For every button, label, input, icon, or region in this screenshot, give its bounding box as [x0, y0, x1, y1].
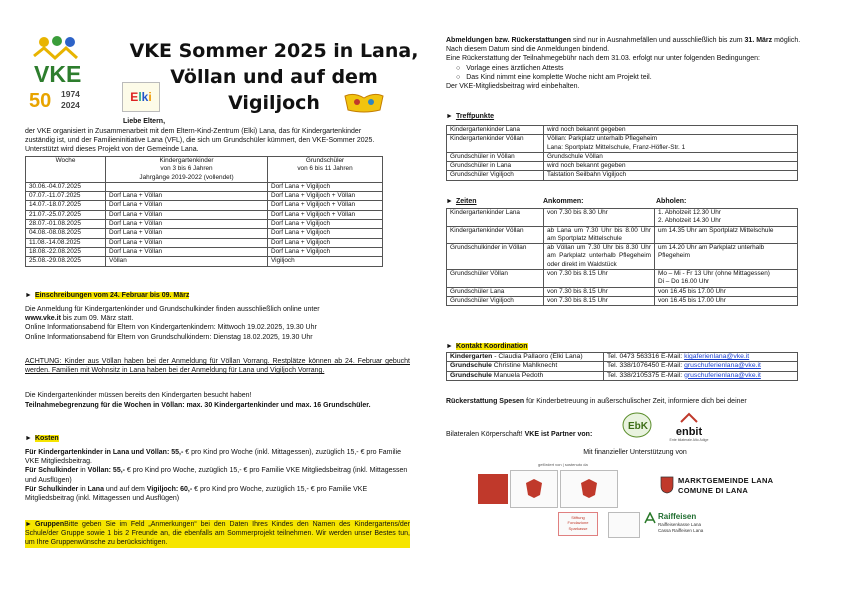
contact-info-cell [604, 362, 798, 371]
contact-name: Christine Mahlknecht [491, 362, 558, 370]
raiffeisen-icon [644, 512, 656, 524]
support-text: Mit finanzieller Unterstützung von [583, 449, 687, 456]
einschreibung-text: Die Anmeldung für Kindergartenkinder und Grundschulkinder finden ausschließlich online unter www.vke.it bis zum 09. März statt. Online Informationsabend für Eltern von Kindergartenkindern: Mittwoch 19.02.2025, 19.30 Uhr Online Informationsabend für Eltern von Grundschulkindern: Dienstag 18.02.2025, 19.30 Uhr [25, 306, 320, 341]
intro-text: der VKE organisiert in Zusammenarbeit mit dem Eltern-Kind-Zentrum (Elki) Lana, das für Kindergartenkinder zuständig ist, und der Familieninitiative Lana (VFL), die sich um Grundschüler kümmert, den VKE-Sommer 2025. Unterstützt wird dieses Projekt von der Gemeinde Lana. [25, 128, 375, 154]
week-cell: 07.07.-11.07.2025 [26, 192, 106, 201]
site-link: www.vke.it [25, 315, 61, 323]
arrive-cell: von 7.30 bis 8.15 Uhr [544, 287, 655, 296]
vfl-logo [342, 90, 386, 114]
group-cell: Grundschüler Vigiljoch [447, 171, 544, 180]
location-line: Talstation Seilbahn Vigiljoch [547, 171, 627, 179]
grundschule-cell: Dorf Lana + Vigiljoch [268, 238, 383, 247]
group-cell: Kindergartenkinder Lana [447, 126, 544, 135]
treffpunkte-table [446, 125, 798, 181]
table-row [447, 209, 798, 227]
kindergarten-cell: Dorf Lana + Völlan [106, 192, 268, 201]
col-week: Woche [26, 157, 106, 183]
email-link[interactable]: gruschuferienlana@vke.it [684, 362, 761, 370]
location-cell [544, 135, 798, 153]
provinz-logo-1 [510, 470, 558, 508]
provinz-logo-2 [560, 470, 618, 508]
table-row [447, 171, 798, 180]
coat-of-arms-icon [660, 476, 674, 494]
location-cell [544, 162, 798, 171]
location-line: Grundschule Völlan [547, 152, 603, 160]
vke-logo-text: VKE [34, 61, 82, 87]
schedule-table [25, 156, 383, 267]
pickup-cell: 1. Abholzeit 12.30 Uhr 2. Abholzeit 14.30 Uhr [655, 209, 798, 227]
logo-year-top: 1974 [61, 89, 80, 99]
table-row [26, 247, 383, 256]
zeiten-table [446, 208, 798, 306]
greeting: Liebe Eltern, [123, 118, 166, 125]
contact-role: Kindergarten [450, 353, 493, 360]
grundschule-cell: Dorf Lana + Vigiljoch [268, 182, 383, 191]
contact-phone: Tel. 338/1076450 E-Mail: [607, 362, 685, 370]
pickup-cell: von 16.45 bis 17.00 Uhr [655, 287, 798, 296]
table-row [26, 229, 383, 238]
gefoerdert-label: gefördert von | sostenuto da [538, 462, 588, 467]
week-cell: 21.07.-25.07.2025 [26, 210, 106, 219]
location-line: Völlan: Parkplatz unterhalb Pflegeheim [547, 135, 658, 143]
limit-note: Teilnahmebegrenzung für die Wochen in Völlan: max. 30 Kindergartenkinder und max. 16 Grundschüler. [25, 402, 371, 409]
table-row [447, 152, 798, 161]
pickup-cell: um 14.35 Uhr am Sportplatz Mittelschule [655, 226, 798, 244]
location-line: wird noch bekannt gegeben [547, 126, 626, 133]
arrive-cell: von 7.30 bis 8.30 Uhr [544, 209, 655, 227]
kindergarten-cell: Dorf Lana + Völlan [106, 247, 268, 256]
table-row [447, 270, 798, 288]
table-row [447, 362, 798, 371]
logo-fifty: 50 [29, 90, 52, 112]
gruppen-text: ► GruppenBitte geben Sie im Feld „Anmerkungen“ bei den Daten Ihres Kindes den Namen des Kindergartens/der Schule/der Gruppe sowie 1 bis 2 Freunde an, die ebenfalls am Sommerprojekt teilnehmen. Wir werden unser Bestes tun, um Ihre Gruppenwünsche zu berücksichtigen. [25, 521, 410, 547]
contact-info-cell [604, 353, 798, 362]
elki-letter: E [130, 90, 139, 104]
kindergarten-cell: Dorf Lana + Völlan [106, 238, 268, 247]
contact-role: Grundschule [450, 371, 492, 379]
table-row [447, 162, 798, 171]
location-cell [544, 152, 798, 161]
email-link[interactable]: kigaferienlana@vke.it [684, 353, 750, 360]
arrive-cell: ab Lana um 7.30 Uhr bis 8.00 Uhr am Sportplatz Mittelschule [544, 226, 655, 244]
table-row [26, 257, 383, 266]
table-row [447, 135, 798, 153]
week-cell: 14.07.-18.07.2025 [26, 201, 106, 210]
kosten-heading: ► Kosten [25, 435, 59, 442]
group-cell: Grundschüler in Völlan [447, 152, 544, 161]
table-row [447, 353, 798, 362]
abmeldung-block: Abmeldungen bzw. Rückerstattungen sind nur in Ausnahmefällen und ausschließlich bis zum 31. März möglich. Nach diesem Datum sind die Anmeldungen bindend. Eine Rückerstattung der Teilnahmegebühr nach dem 31.03. erfolgt nur unter folgenden Bedingungen: ○ Vorlage eines ärztlichen Attests ○ Das Kind nimmt eine komplette Woche nicht am Projekt teil. Der VKE-Mitgliedsbeitrag wird einbehalten. [446, 37, 801, 91]
ebk-logo [622, 412, 652, 438]
location-cell [544, 171, 798, 180]
location-line: wird noch bekannt gegeben [547, 162, 626, 170]
elki-logo [122, 82, 160, 112]
grundschule-cell: Dorf Lana + Vigiljoch [268, 229, 383, 238]
table-row [447, 296, 798, 305]
col-grundschule: Grundschüler von 6 bis 11 Jahren [268, 157, 383, 183]
stiftung-logo: Stiftung Fondazione Sparkasse [558, 512, 598, 536]
arrive-cell: von 7.30 bis 8.15 Uhr [544, 296, 655, 305]
kindergarten-cell: Dorf Lana + Völlan [106, 229, 268, 238]
contact-info-cell [604, 371, 798, 380]
table-row [447, 226, 798, 244]
partner-text: Bilateralen Körperschaft! VKE ist Partner von: [446, 431, 593, 438]
group-cell: Kindergartenkinder Völlan [447, 226, 544, 244]
grundschule-cell: Dorf Lana + Vigiljoch [268, 247, 383, 256]
vke-logo [25, 34, 111, 116]
elki-letter: k [141, 90, 149, 104]
einschreibung-heading: ► Einschreibungen vom 24. Februar bis 09. März [25, 292, 190, 299]
location-cell [544, 126, 798, 135]
table-row [26, 192, 383, 201]
eagle-icon [524, 477, 544, 499]
elki-letter: i [148, 90, 152, 104]
spesen-text: Rückerstattung Spesen für Kinderbetreuung in außerschulischer Zeit, informiere dich bei deiner [446, 398, 747, 405]
zeiten-pickup-header: Abholen: [656, 198, 687, 205]
contact-person-cell [447, 362, 604, 371]
zeiten-arrive-header: Ankommen: [543, 198, 584, 205]
col-kindergarten: Kindergartenkinder von 3 bis 6 Jahren Jahrgänge 2019-2022 (vollendet) [106, 157, 268, 183]
arrive-cell: ab Völlan um 7.30 Uhr bis 8.30 Uhr am Parkplatz unterhalb Pflegeheim oder direkt im Waldstück [544, 244, 655, 270]
group-cell: Grundschüler in Lana [447, 162, 544, 171]
grundschule-cell: Dorf Lana + Vigiljoch [268, 220, 383, 229]
kindergarten-cell: Dorf Lana + Völlan [106, 210, 268, 219]
grundschule-cell: Dorf Lana + Vigiljoch + Völlan [268, 192, 383, 201]
group-cell: Grundschulkinder in Völlan [447, 244, 544, 270]
kindergarten-cell: Dorf Lana + Völlan [106, 220, 268, 229]
week-cell: 11.08.-14.08.2025 [26, 238, 106, 247]
enbit-logo: enbit Ente bilaterale Alto Adige [664, 412, 714, 443]
eagle-icon [579, 477, 599, 499]
week-cell: 18.08.-22.08.2025 [26, 247, 106, 256]
pickup-cell: Mo – Mi - Fr 13 Uhr (ohne Mittagessen) Di – Do 16.00 Uhr [655, 270, 798, 288]
email-link[interactable]: gruschuferienlana@vke.it [684, 371, 761, 379]
title-line-2: Völlan und auf dem Vigiljoch [170, 66, 378, 114]
table-row [447, 287, 798, 296]
elki-letter: l [138, 90, 142, 104]
contact-name: Manuela Pedoth [491, 371, 544, 379]
kindergarten-cell [106, 182, 268, 191]
grundschule-cell: Vigiljoch [268, 257, 383, 266]
contact-person-cell [447, 353, 604, 362]
contact-role: Grundschule [450, 362, 492, 370]
contact-name: - Claudia Pallaoro (Elki Lana) [492, 353, 583, 360]
contact-phone: Tel. 338/2105375 E-Mail: [607, 371, 685, 379]
familien-logo [478, 474, 508, 504]
week-cell: 25.08.-29.08.2025 [26, 257, 106, 266]
group-cell: Kindergartenkinder Völlan [447, 135, 544, 153]
kindergarten-cell: Völlan [106, 257, 268, 266]
group-cell: Grundschüler Lana [447, 287, 544, 296]
table-row [26, 210, 383, 219]
pickup-cell: um 14.20 Uhr am Parkplatz unterhalb Pflegeheim [655, 244, 798, 270]
group-cell: Grundschüler Völlan [447, 270, 544, 288]
arrive-cell: von 7.30 bis 8.15 Uhr [544, 270, 655, 288]
group-cell: Grundschüler Vigiljoch [447, 296, 544, 305]
pickup-cell: von 16.45 bis 17.00 Uhr [655, 296, 798, 305]
table-row [447, 126, 798, 135]
zeiten-heading: ► Zeiten Ankommen: Abholen: [446, 197, 477, 206]
grundschule-cell: Dorf Lana + Vigiljoch + Völlan [268, 210, 383, 219]
table-row [447, 244, 798, 270]
contact-person-cell [447, 371, 604, 380]
logo-year-bottom: 2024 [61, 100, 80, 110]
contact-phone: Tel. 0473 563316 E-Mail: [607, 353, 685, 360]
group-cell: Kindergartenkinder Lana [447, 209, 544, 227]
week-cell: 30.06.-04.07.2025 [26, 182, 106, 191]
title-line-1: VKE Sommer 2025 in Lana, [129, 40, 419, 62]
kontakt-heading: ► Kontakt Koordination [446, 343, 528, 350]
achtung-text: ACHTUNG: Kinder aus Völlan haben bei der Anmeldung für Völlan Vorrang. Restplätze können ab 24. Februar gebucht werden. Familien mit Wohnsitz in Lana haben bei der Anmeldung für Lana und Vigiljoch Vorrang. [25, 358, 410, 375]
kontakt-table [446, 352, 798, 381]
table-row [26, 182, 383, 191]
table-row [26, 201, 383, 210]
week-cell: 04.08.-08.08.2025 [26, 229, 106, 238]
grundschule-cell: Dorf Lana + Vigiljoch + Völlan [268, 201, 383, 210]
kosten-text: Für Kindergartenkinder in Lana und Völlan: 55,- € pro Kind pro Woche (inkl. Mittagessen), zuzüglich 15,- € pro Familie VKE Mitgliedsbeitrag. Für Schulkinder in Völlan: 55,- € pro Kind pro Woche, zuzüglich 15,- € pro Familie VKE Mitgliedsbeitrag (inkl. Mittagessen und Ausflügen) Für Schulkinder in Lana und auf dem Vigiljoch: 60,- € pro Kind pro Woche, zuzüglich 15,- € pro Familie VKE Mitgliedsbeitrag (inkl. Mittagessen und Ausflügen) [25, 449, 408, 503]
table-row [447, 371, 798, 380]
sponsor-logo-small [608, 512, 640, 538]
table-row [26, 238, 383, 247]
treffpunkte-heading: ► Treffpunkte [446, 113, 495, 120]
kindergarten-note: Die Kindergartenkinder müssen bereits den Kindergarten besucht haben! [25, 392, 252, 399]
location-line: Lana: Sportplatz Mittelschule, Franz-Höfler-Str. 1 [547, 143, 686, 151]
week-cell: 28.07.-01.08.2025 [26, 220, 106, 229]
kindergarten-cell: Dorf Lana + Völlan [106, 201, 268, 210]
enbit-arrow-icon [679, 412, 699, 424]
svg-text:EbK: EbK [628, 421, 648, 432]
table-row [26, 220, 383, 229]
